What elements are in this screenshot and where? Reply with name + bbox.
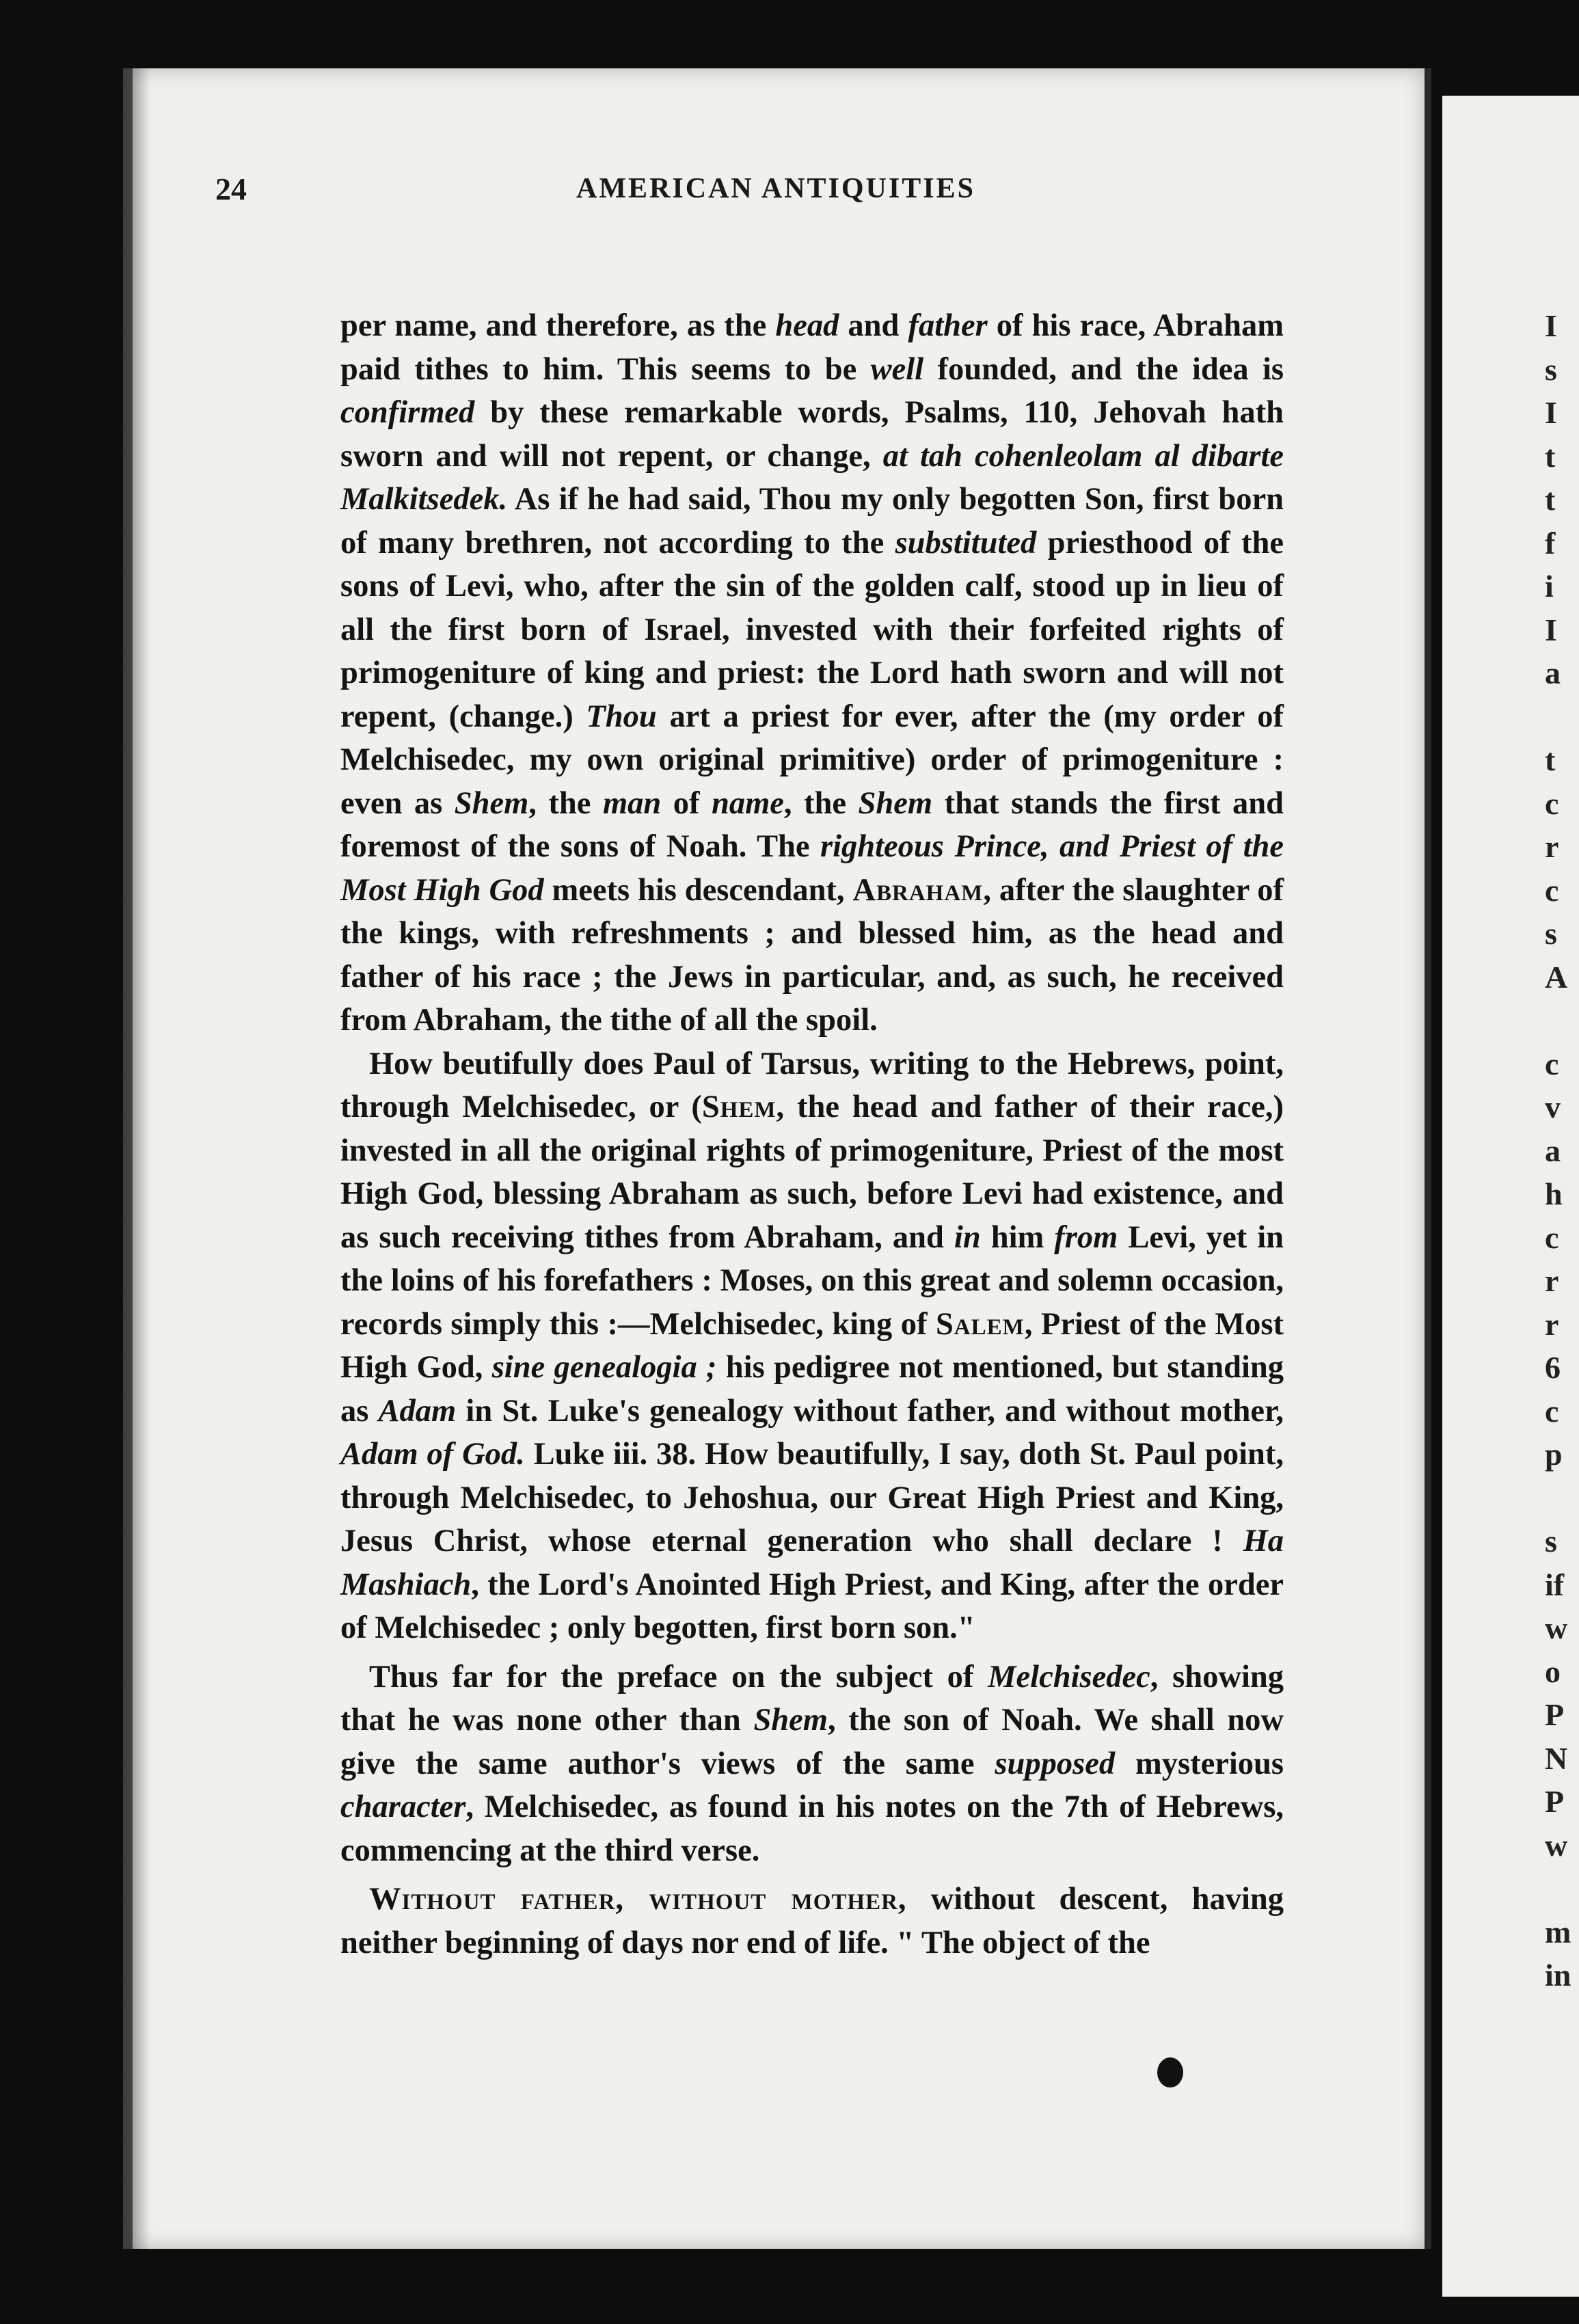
facing-page-letter: c xyxy=(1545,785,1559,821)
text-run: , after the slaughter of the kings, with refreshments ; and blessed him, as the head and father of his race ; the Jews in particular, and, as such, he received from Abraham, the tithe of all the spoil. xyxy=(340,872,1284,1038)
italic-text: Adam of God. xyxy=(340,1437,525,1472)
text-run: that stands the first and foremost of the sons of Noah. The xyxy=(340,785,1284,864)
paragraph xyxy=(340,1878,1284,1964)
italic-text: in xyxy=(954,1219,981,1255)
paragraph xyxy=(340,304,1284,1042)
page-edge-shadow xyxy=(123,68,150,2249)
text-run: , the Lord's Anointed High Priest, and King, after the order of Melchisedec ; only begotten, first born son." xyxy=(340,1567,1284,1645)
text-run: priesthood of the sons of Levi, who, after the sin of the golden calf, stood up in lieu of all the first born of Israel, invested with their forfeited rights of primogeniture of king and priest: the Lord hath sworn and will not repent, (change.) xyxy=(340,525,1284,734)
text-run: As if he had said, Thou my only begotten Son, first born of many brethren, not according to the xyxy=(340,482,1284,560)
facing-page-letter: i xyxy=(1545,569,1554,604)
small-caps-text: Abraham xyxy=(852,872,984,908)
facing-page-letter: m xyxy=(1545,1914,1571,1949)
facing-page-letter: A xyxy=(1545,959,1568,995)
facing-page-letter: s xyxy=(1545,916,1557,951)
italic-text: substituted xyxy=(895,525,1037,560)
body-text xyxy=(340,304,1284,1964)
facing-page-letter: t xyxy=(1545,482,1556,517)
italic-text: Shem xyxy=(753,1703,828,1738)
facing-page-letter: w xyxy=(1545,1827,1568,1863)
facing-page-letter: c xyxy=(1545,1393,1559,1429)
facing-page-letter: t xyxy=(1545,438,1556,474)
facing-page-letter: in xyxy=(1545,1958,1571,1992)
page-header xyxy=(215,164,1336,219)
small-caps-text: Shem xyxy=(701,1090,777,1124)
text-run: , the xyxy=(528,785,603,821)
text-run: Luke iii. 38. How beautifully, I say, doth St. Paul point, through Melchisedec, to Jehoshua, our Great High Priest and King, Jesus Christ, whose eternal generation who shall declare ! xyxy=(340,1437,1284,1558)
facing-page-letter: a xyxy=(1545,656,1561,690)
facing-page-letter: if xyxy=(1545,1567,1565,1602)
paragraph xyxy=(340,1656,1284,1873)
facing-page-letter: I xyxy=(1545,612,1557,647)
text-run: founded, and the idea is xyxy=(923,351,1284,387)
italic-text: from xyxy=(1054,1219,1118,1255)
text-run: without descent, having neither beginning of days nor end of life. " The object of the xyxy=(340,1882,1284,1960)
text-run: him xyxy=(980,1219,1055,1255)
text-run: mysterious xyxy=(1115,1746,1284,1781)
facing-page-letter: w xyxy=(1545,1610,1568,1645)
facing-page-letter xyxy=(1545,999,1579,1042)
facing-page-letter: 6 xyxy=(1545,1350,1561,1385)
facing-page-letter: r xyxy=(1545,1263,1559,1298)
running-head: AMERICAN ANTIQUITIES xyxy=(576,173,975,204)
facing-page-letter: N xyxy=(1545,1740,1568,1776)
page-number: 24 xyxy=(215,172,247,206)
facing-page-margin-text xyxy=(1545,304,1579,1997)
italic-text: father xyxy=(908,308,988,343)
facing-page-letter xyxy=(1545,1867,1579,1910)
facing-page-letter: I xyxy=(1545,395,1557,430)
facing-page-letter: P xyxy=(1545,1784,1565,1819)
facing-page-letter: c xyxy=(1545,1046,1559,1081)
text-run: How beutifully does Paul of Tarsus, writing to the Hebrews, point, through Melchisedec, or ( xyxy=(340,1046,1284,1124)
facing-page-letter: I xyxy=(1545,308,1557,343)
text-run: his pedigree not mentioned, but standing as xyxy=(340,1350,1284,1429)
facing-page-letter: p xyxy=(1545,1437,1563,1472)
italic-text: Thou xyxy=(586,699,657,734)
italic-text: righteous Prince, and Priest of the Most High God xyxy=(340,829,1284,908)
facing-page-letter: f xyxy=(1545,525,1556,560)
facing-page-letter xyxy=(1545,695,1579,739)
facing-page-letter xyxy=(1545,1476,1579,1520)
facing-page-letter: r xyxy=(1545,1306,1559,1342)
text-run: , showing that he was none other than xyxy=(340,1659,1284,1738)
facing-page-letter: o xyxy=(1545,1653,1561,1689)
italic-text: confirmed xyxy=(340,395,475,430)
facing-page-letter: h xyxy=(1545,1176,1563,1211)
text-run: , the son of Noah. We shall now give the same author's views of the same xyxy=(340,1703,1284,1781)
text-run: Thus far for the preface on the subject of xyxy=(369,1659,988,1694)
text-run: of his race, Abraham paid tithes to him. This seems to be xyxy=(340,308,1284,387)
facing-page-letter: r xyxy=(1545,829,1559,864)
italic-text: at tah cohenleolam al dibarte Malkitsedek. xyxy=(340,438,1284,517)
italic-text: Shem xyxy=(454,785,529,821)
small-caps-text: Salem xyxy=(935,1306,1025,1342)
italic-text: Adam xyxy=(378,1393,457,1429)
italic-text: sine genealogia ; xyxy=(491,1350,717,1385)
italic-text: supposed xyxy=(995,1746,1116,1781)
text-run: , the head and father of their race,) invested in all the original rights of primogeniture, Priest of the most High God, blessing Abraham as such, before Levi had existence, and as such receiving tithes from Abraham, and xyxy=(340,1090,1284,1255)
italic-text: Melchisedec xyxy=(988,1659,1150,1694)
italic-text: well xyxy=(870,351,924,387)
facing-page-letter: c xyxy=(1545,872,1559,908)
text-run: by these remarkable words, Psalms, 110, Jehovah hath sworn and will not repent, or change, xyxy=(340,395,1284,474)
italic-text: man xyxy=(602,785,662,821)
ink-blot xyxy=(1157,2057,1183,2087)
text-run: Levi, yet in the loins of his forefathers : Moses, on this great and solemn occasion, records simply this :—Melchisedec, king of xyxy=(340,1219,1284,1342)
small-caps-text: Without father, without mother, xyxy=(369,1882,907,1917)
facing-page-letter: s xyxy=(1545,351,1557,387)
facing-page-letter: P xyxy=(1545,1697,1565,1732)
text-run: in St. Luke's genealogy without father, and without mother, xyxy=(456,1393,1284,1429)
italic-text: Shem xyxy=(858,785,933,821)
text-run: , the xyxy=(783,785,859,821)
facing-page-letter: a xyxy=(1545,1133,1561,1168)
italic-text: Ha Mashiach xyxy=(340,1524,1284,1602)
facing-page-letter: c xyxy=(1545,1219,1559,1255)
facing-page-letter: s xyxy=(1545,1524,1557,1558)
text-run: , Melchisedec, as found in his notes on the 7th of Hebrews, commencing at the third verse. xyxy=(340,1789,1284,1868)
text-run: per name, and therefore, as the xyxy=(340,308,776,343)
text-run: of xyxy=(661,785,712,821)
italic-text: name xyxy=(711,785,784,821)
facing-page-letter: v xyxy=(1545,1090,1561,1124)
text-run: and xyxy=(839,308,908,343)
facing-page-letter: t xyxy=(1545,742,1556,777)
italic-text: character xyxy=(340,1789,466,1824)
text-run: art a priest for ever, after the (my order of Melchisedec, my own original primitive) order of primogeniture : even as xyxy=(340,699,1284,821)
text-run: meets his descendant, xyxy=(543,872,853,908)
paragraph xyxy=(340,1042,1284,1650)
italic-text: head xyxy=(775,308,839,343)
text-run: , Priest of the Most High God, xyxy=(340,1306,1284,1385)
